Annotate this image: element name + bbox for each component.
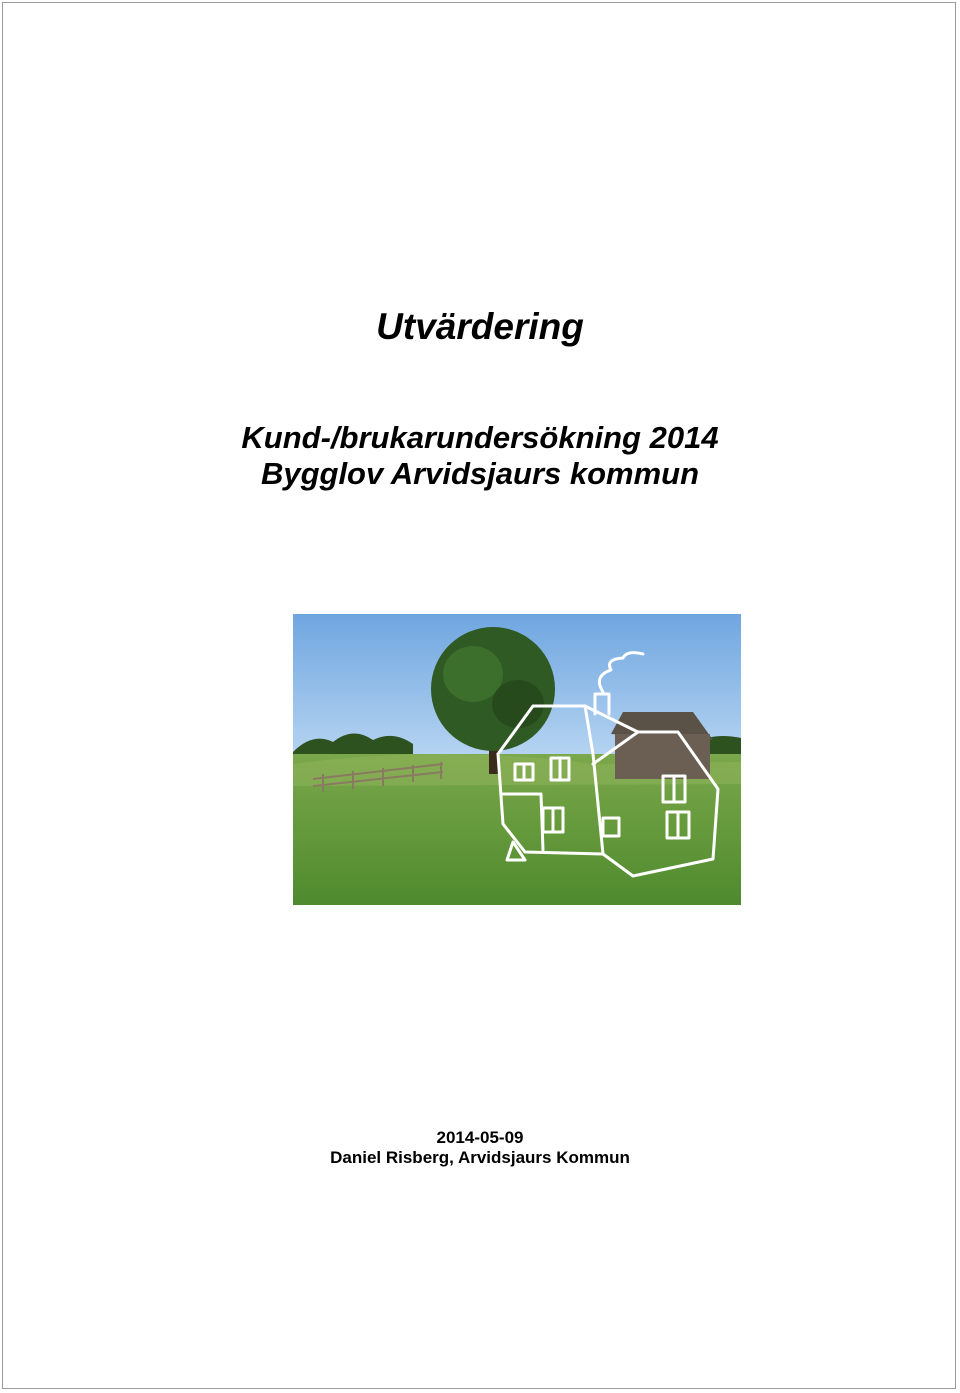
cover-photo <box>293 614 741 905</box>
document-subtitle-survey: Kund-/brukarundersökning 2014 <box>241 420 719 455</box>
document-subtitle-department: Bygglov Arvidsjaurs kommun <box>260 456 700 491</box>
house-sketch-icon <box>293 614 741 905</box>
document-author: Daniel Risberg, Arvidsjaurs Kommun <box>330 1148 630 1167</box>
document-date: 2014-05-09 <box>436 1128 524 1147</box>
document-title: Utvärdering <box>376 306 584 347</box>
